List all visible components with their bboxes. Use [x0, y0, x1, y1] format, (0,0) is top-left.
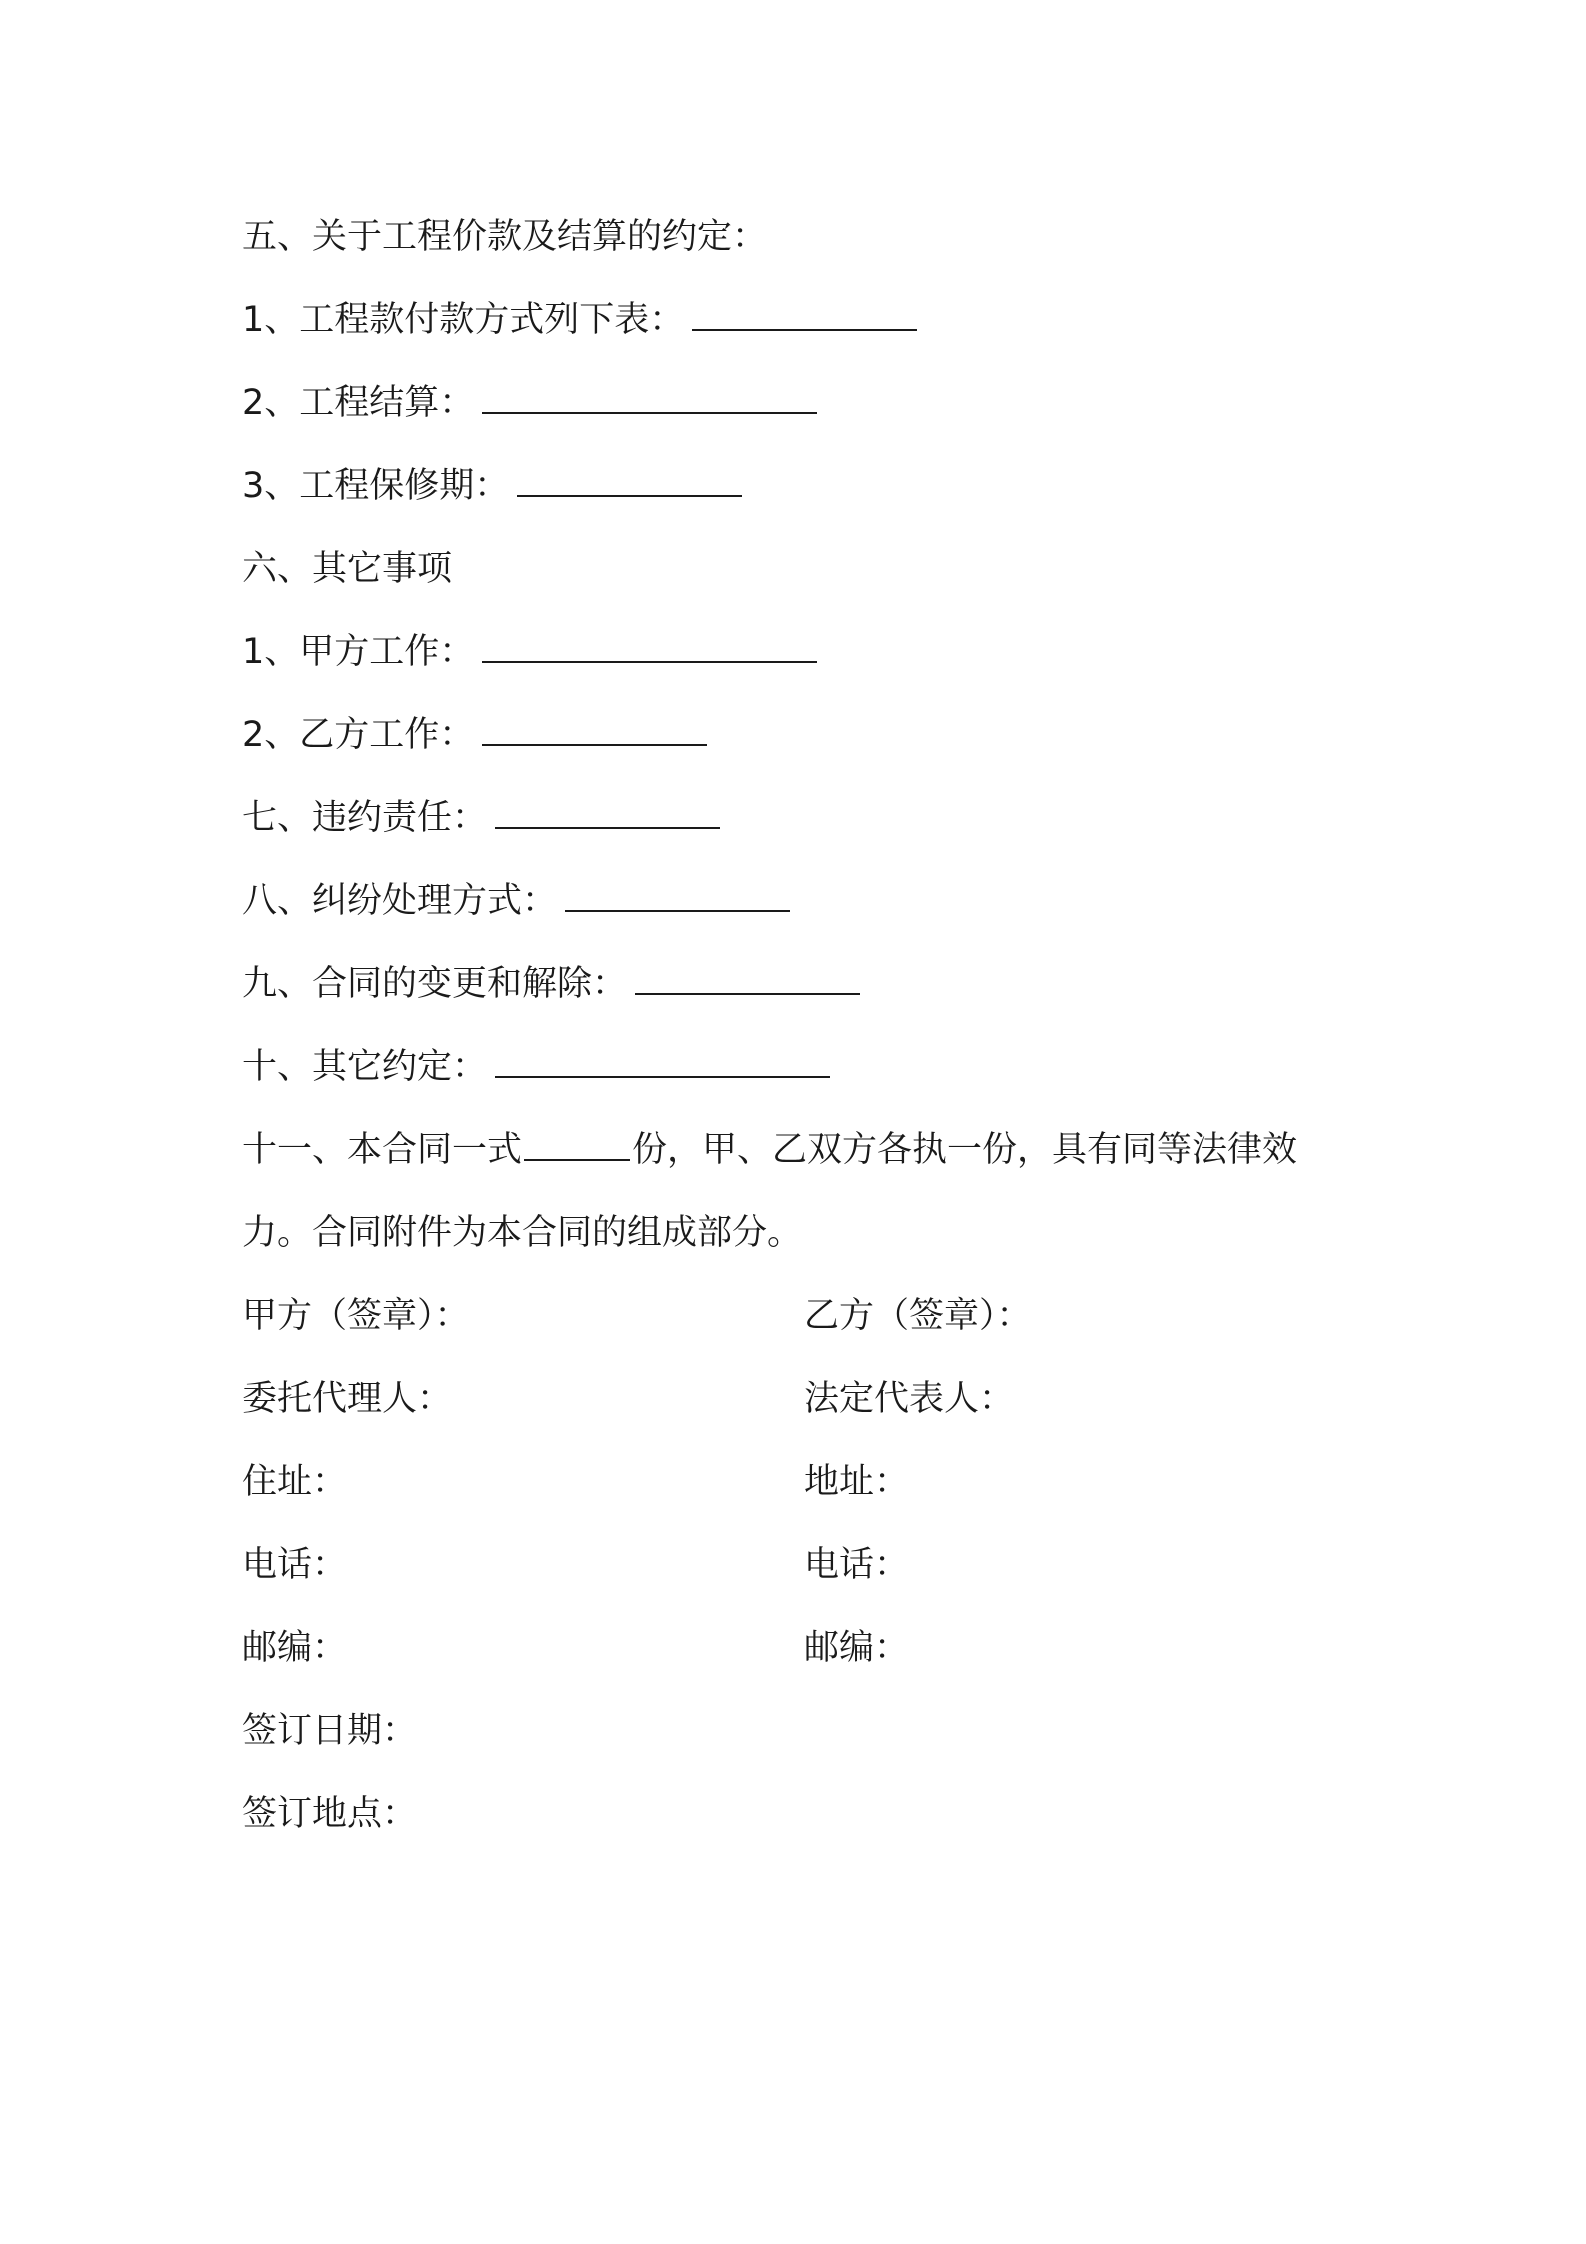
party-a-address-label: 住址： — [242, 1462, 348, 1502]
signature-row-agent — [242, 1358, 1362, 1441]
signature-row-postcode — [242, 1607, 1362, 1690]
party-a-seal-label: 甲方（签章）： — [242, 1296, 470, 1336]
payment-method-label: 1、工程款付款方式列下表： — [242, 300, 685, 340]
sign-place-label: 签订地点： — [242, 1794, 418, 1834]
breach-liability-label: 七、违约责任： — [242, 798, 488, 838]
section-5-title-text: 五、关于工程价款及结算的约定： — [242, 217, 768, 257]
party-a-work-label: 1、甲方工作： — [242, 632, 475, 672]
contract-body — [242, 196, 1362, 1856]
sign-date-row — [242, 1690, 1362, 1773]
warranty-period-label: 3、工程保修期： — [242, 466, 510, 506]
party-b-phone-label: 电话： — [804, 1545, 910, 1585]
settlement-label: 2、工程结算： — [242, 383, 475, 423]
copies-label-end: 份，甲、乙双方各执一份，具有同等法律效 — [632, 1130, 1298, 1170]
breach-liability-blank[interactable] — [495, 797, 720, 829]
signature-row-address — [242, 1441, 1362, 1524]
section-6-item-2 — [242, 694, 1362, 777]
legal-representative-label: 法定代表人： — [804, 1379, 1015, 1419]
other-agreements-blank[interactable] — [495, 1046, 830, 1078]
party-a-work-blank[interactable] — [482, 631, 817, 663]
other-agreements-label: 十、其它约定： — [242, 1047, 488, 1087]
party-b-address-label: 地址： — [804, 1462, 910, 1502]
signature-row-phone — [242, 1524, 1362, 1607]
contract-change-blank[interactable] — [635, 963, 860, 995]
warranty-period-blank[interactable] — [517, 465, 742, 497]
copies-label-start: 十一、本合同一式 — [242, 1130, 523, 1170]
section-6-title — [242, 528, 1362, 611]
section-9 — [242, 943, 1362, 1026]
authorized-agent-label: 委托代理人： — [242, 1379, 453, 1419]
section-5-item-1 — [242, 279, 1362, 362]
sign-date-label: 签订日期： — [242, 1711, 418, 1751]
party-b-work-blank[interactable] — [482, 714, 707, 746]
dispute-resolution-label: 八、纠纷处理方式： — [242, 881, 558, 921]
payment-method-blank[interactable] — [692, 299, 917, 331]
section-6-item-1 — [242, 611, 1362, 694]
signature-row-party — [242, 1275, 1362, 1358]
section-6-title-text: 六、其它事项 — [242, 549, 453, 589]
party-a-postcode-label: 邮编： — [242, 1628, 348, 1668]
section-5-item-3 — [242, 445, 1362, 528]
section-11-line-1 — [242, 1109, 1362, 1192]
party-b-work-label: 2、乙方工作： — [242, 715, 475, 755]
section-7 — [242, 777, 1362, 860]
attachment-clause: 力。合同附件为本合同的组成部分。 — [242, 1213, 803, 1253]
section-5-item-2 — [242, 362, 1362, 445]
settlement-blank[interactable] — [482, 382, 817, 414]
party-b-seal-label: 乙方（签章）： — [804, 1296, 1032, 1336]
copies-count-blank[interactable] — [524, 1129, 630, 1161]
section-5-title — [242, 196, 1362, 279]
party-a-phone-label: 电话： — [242, 1545, 348, 1585]
contract-change-label: 九、合同的变更和解除： — [242, 964, 628, 1004]
party-b-postcode-label: 邮编： — [804, 1628, 910, 1668]
section-8 — [242, 860, 1362, 943]
section-11-line-2 — [242, 1192, 1362, 1275]
dispute-resolution-blank[interactable] — [565, 880, 790, 912]
section-10 — [242, 1026, 1362, 1109]
sign-place-row — [242, 1773, 1362, 1856]
